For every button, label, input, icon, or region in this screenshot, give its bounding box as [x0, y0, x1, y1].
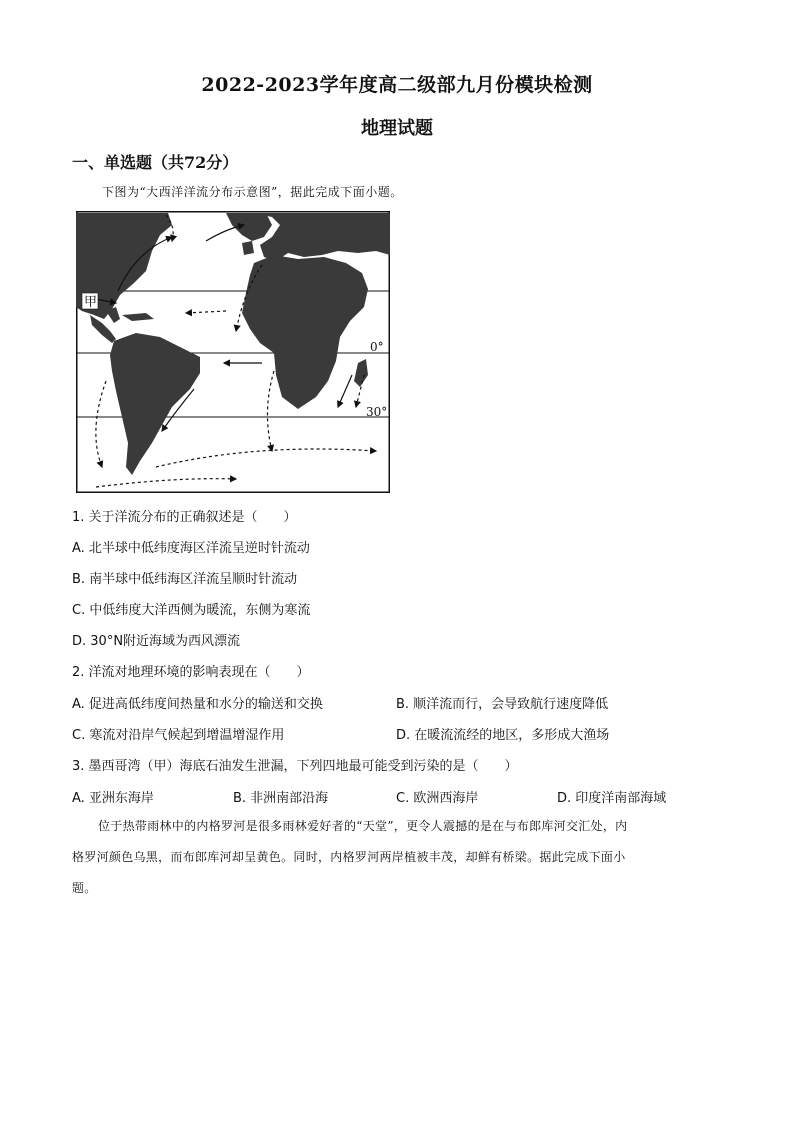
equator-label: 0° [370, 340, 384, 354]
passage-line-1 [72, 811, 722, 842]
question-2-option-c: C. 寒流对沿岸气候起到增温增湿作用 [72, 728, 285, 743]
page-subtitle: 地理试题 [361, 118, 433, 139]
passage-line-2: 格罗河颜色乌黑，而布郎库河却呈黄色。同时，内格罗河两岸植被丰茂，却鲜有桥梁。据此完成下面小 [72, 850, 626, 864]
jia-label: 甲 [84, 295, 98, 310]
question-2-option-b: B. 顺洋流而行，会导致航行速度降低 [396, 697, 609, 712]
atlantic-currents-map [76, 211, 390, 493]
section-heading: 一、单选题（共72分） [72, 153, 239, 172]
question-1-option-d: D. 30°N附近海域为西风漂流 [72, 634, 241, 649]
question-3-option-a: A. 亚洲东海岸 [72, 791, 154, 806]
question-3-option-b: B. 非洲南部沿海 [233, 791, 329, 806]
passage-line-3: 题。 [72, 881, 97, 895]
question-1-option-c: C. 中低纬度大洋西侧为暖流，东侧为寒流 [72, 603, 311, 618]
lat-30-label: 30° [366, 405, 388, 419]
question-2-option-d: D. 在暖流流经的地区，多形成大渔场 [396, 728, 610, 743]
question-3-stem: 3. 墨西哥湾（甲）海底石油发生泄漏，下列四地最可能受到污染的是（ ） [72, 759, 518, 774]
british-isles-shape [242, 241, 254, 255]
page-title: 2022-2023学年度高二级部九月份模块检测 [201, 74, 593, 96]
question-3-option-d: D. 印度洋南部海域 [557, 791, 667, 806]
question-3-option-c: C. 欧洲西海岸 [396, 791, 479, 806]
question-1-stem: 1. 关于洋流分布的正确叙述是（ ） [72, 510, 297, 525]
passage-line-1-text: 位于热带雨林中的内格罗河是很多雨林爱好者的“天堂”，更令人震撼的是在与布郎库河交汇处，内 [98, 819, 628, 833]
question-2-option-a: A. 促进高低纬度间热量和水分的输送和交换 [72, 697, 323, 712]
question-1-option-a: A. 北半球中低纬度海区洋流呈逆时针流动 [72, 541, 310, 556]
reading-passage [72, 811, 722, 904]
question-2-stem: 2. 洋流对地理环境的影响表现在（ ） [72, 665, 310, 680]
section-intro: 下图为“大西洋洋流分布示意图”，据此完成下面小题。 [102, 185, 403, 199]
question-1-option-b: B. 南半球中低纬海区洋流呈顺时针流动 [72, 572, 298, 587]
